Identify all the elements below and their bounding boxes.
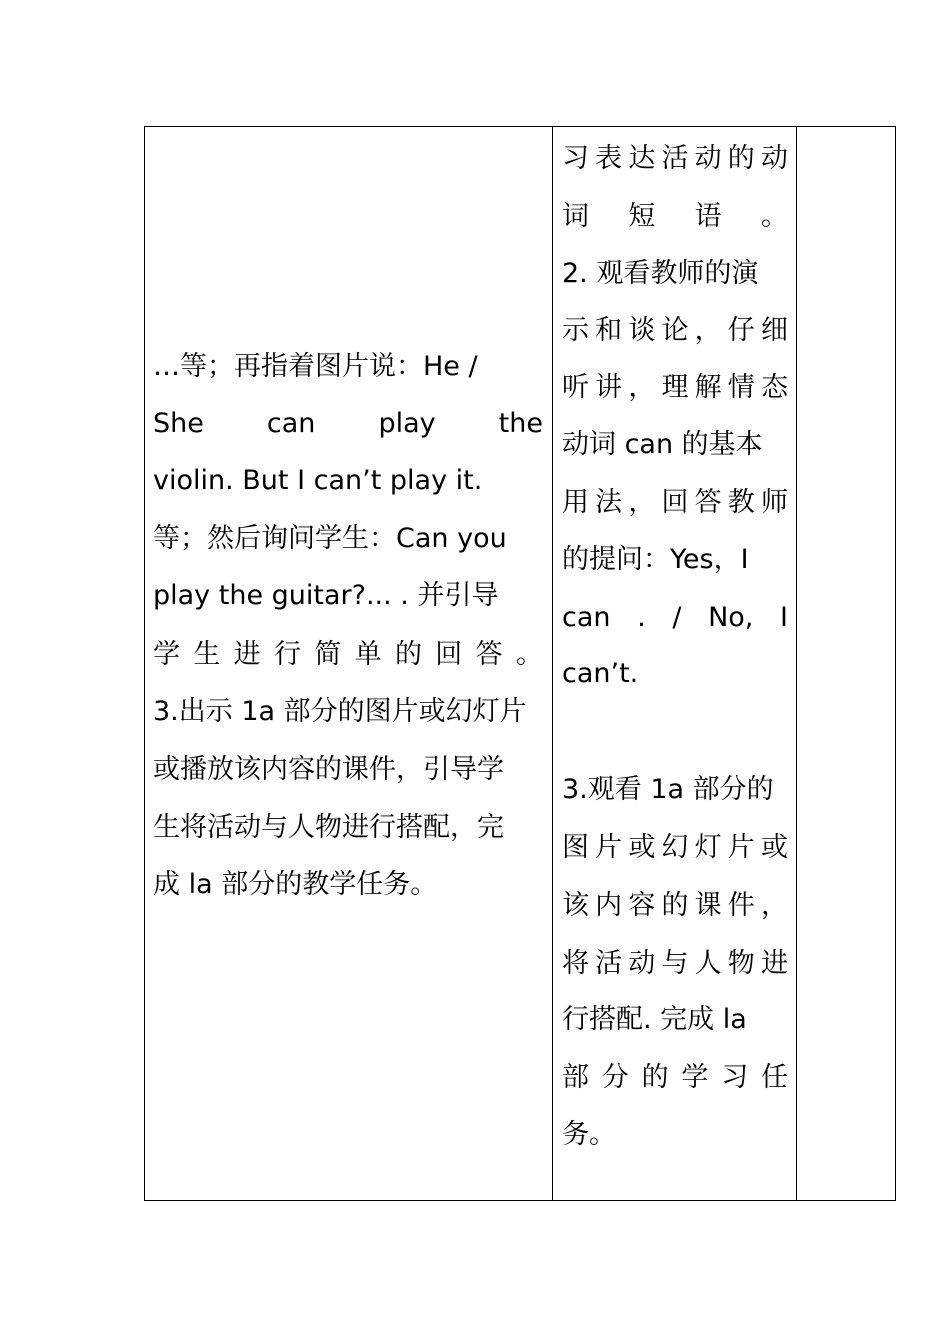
student-activity-line: 词 短 语 。 <box>562 201 788 232</box>
teacher-activity-line: violin. But I can’t play it. <box>153 465 483 496</box>
teacher-activity-line: She can play the <box>153 408 543 439</box>
teacher-activity-line: 生将活动与人物进行搭配，完 <box>153 812 504 843</box>
column-divider-2 <box>796 127 797 1200</box>
teacher-activity-line: 学 生 进 行 简 单 的 回 答 。 <box>153 639 543 670</box>
student-activity-line: 用 法 ， 回 答 教 师 <box>562 487 788 518</box>
student-activity-line: can’t. <box>562 658 639 689</box>
teacher-activity-line: 等；然后询问学生：Can you <box>153 523 507 554</box>
student-activity-line: 将 活 动 与 人 物 进 <box>562 948 788 979</box>
student-activity-line: 的提问：Yes，I <box>562 544 749 575</box>
teacher-activity-line: play the guitar?... . 并引导 <box>153 580 499 611</box>
student-activity-line: 习 表 达 活 动 的 动 <box>562 143 788 174</box>
teacher-activity-line: 或播放该内容的课件，引导学 <box>153 754 504 785</box>
teacher-activity-line: 成 la 部分的教学任务。 <box>153 869 438 900</box>
student-activity-line: 示 和 谈 论 ， 仔 细 <box>562 315 788 346</box>
student-activity-line: 听 讲 ， 理 解 情 态 <box>562 372 788 403</box>
student-activity-line: 该 内 容 的 课 件 ， <box>562 890 788 921</box>
student-activity-line: can . / No, I <box>562 602 788 633</box>
student-activity-line: 2. 观看教师的演 <box>562 258 759 289</box>
student-activity-line: 图 片 或 幻 灯 片 或 <box>562 832 788 863</box>
teacher-activity-line: …等；再指着图片说：He / <box>153 351 478 382</box>
student-activity-line: 3.观看 1a 部分的 <box>562 774 774 805</box>
student-activity-line: 务。 <box>562 1119 616 1150</box>
column-divider-1 <box>552 127 553 1200</box>
student-activity-line: 行搭配. 完成 la <box>562 1004 747 1035</box>
student-activity-line: 动词 can 的基本 <box>562 429 763 460</box>
teacher-activity-line: 3.出示 1a 部分的图片或幻灯片 <box>153 696 527 727</box>
student-activity-line: 部 分 的 学 习 任 <box>562 1062 788 1093</box>
